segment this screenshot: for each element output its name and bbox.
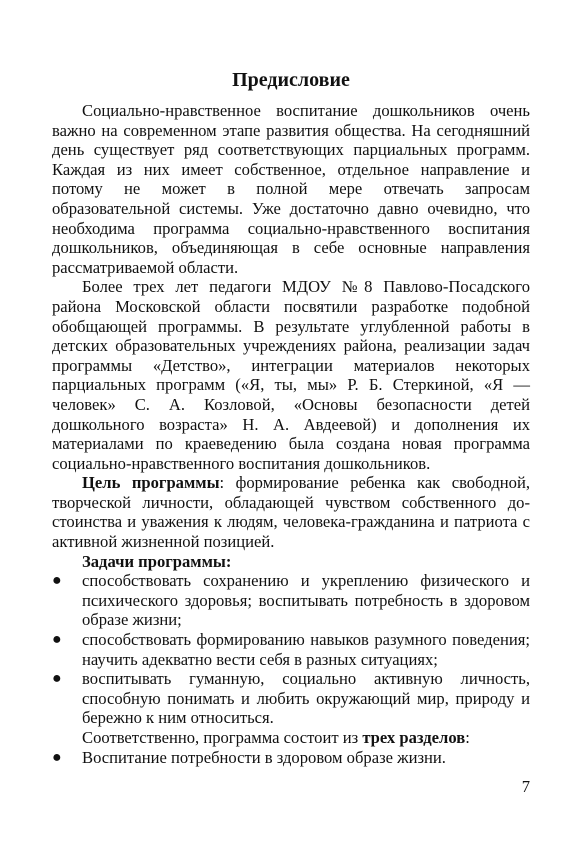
goal-label: Цель программы [82, 473, 220, 493]
list-item [52, 630, 530, 669]
tasks-list [52, 571, 530, 728]
document-page [52, 0, 530, 848]
task-text: способствовать формированию навыков разумного поведения; научить адекватно вести себя в разных ситуациях; [82, 630, 530, 669]
section-text: Воспитание потребности в здоровом образе жизни. [82, 747, 446, 767]
sections-list [52, 748, 530, 768]
page-title: Предисловие [232, 69, 350, 91]
sections-intro-end: : [465, 728, 470, 747]
tasks-heading: Задачи программы: [82, 551, 232, 571]
list-item [52, 669, 530, 728]
paragraph-intro: Социально-нравственное воспитание дошкольников очень важно на современном этапе развития общества. На сегодняшний день существует ряд соответствующих парциальных программ. Каждая из них имеет собственное, отдельное направление и потому не может в полной мере отвечать запросам образовательной системы. Уже достаточно давно очевидно, что необходима программа социально-нравственного воспитания дошкольников, объединяющая в себе основные направления рассматриваемой области. [52, 101, 530, 277]
bullet-icon: ● [52, 748, 62, 766]
task-text: воспитывать гуманную, социально активную личность, способную понимать и любить окружающий мир, природу и бережно к ним относиться. [82, 669, 530, 728]
paragraph-goal [52, 473, 530, 551]
paragraph-sections-intro [52, 728, 530, 748]
page-number: 7 [521, 777, 530, 796]
bullet-icon: ● [52, 572, 62, 590]
paragraph-history: Более трех лет педагоги МДОУ №8 Павлово-Посадского района Московской области посвятили разработке подобной обобщающей программы. В результате углубленной работы в детских образовательных учреждениях района, реализации задач программы «Детство», интеграции материалов некоторых парциальных программ («Я, ты, мы» Р. Б. Стеркиной, «Я — человек» С. А. Козловой, «Основы безопасности детей дошкольного возраста» Н. А. Авдеевой) и дополнения их материалами по краеведению была создана новая программа социально-нравственного воспитания дошкольников. [52, 277, 530, 473]
task-text: способствовать сохранению и укреплению физического и психического здоровья; воспитывать потребность в здоровом образе жизни; [82, 571, 530, 630]
list-item [52, 571, 530, 630]
list-item [52, 748, 530, 768]
bullet-icon: ● [52, 670, 62, 688]
sections-intro-bold: трех разделов [362, 728, 466, 747]
bullet-icon: ● [52, 631, 62, 649]
sections-intro-text: Соответственно, программа состоит из [82, 728, 363, 747]
document-body [52, 101, 530, 767]
goal-text: : формирование ребенка как свободной, творческой личности, обладающей чувством собственного достоинства и уважения к людям, человека-гражданина и патриота с активной жизненной позицией. [52, 473, 530, 552]
